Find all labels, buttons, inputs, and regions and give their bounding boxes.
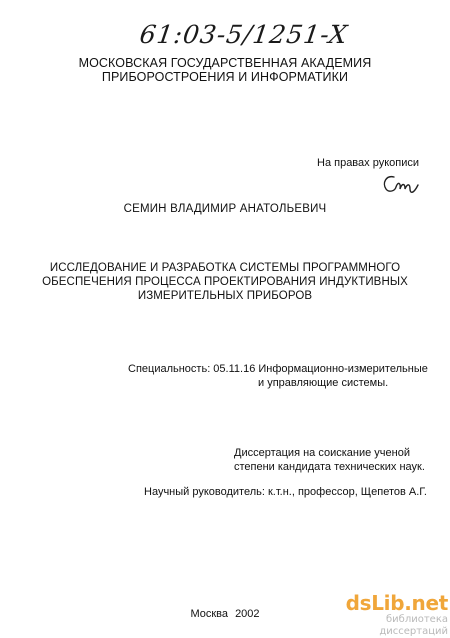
handwritten-catalog-code: 61:03-5/1251-X <box>137 20 350 49</box>
dissertation-line-2: степени кандидата технических наук. <box>234 461 425 473</box>
dissertation-line-1: Диссертация на соискание ученой <box>234 447 410 459</box>
watermark-subtitle: библиотека диссертаций <box>379 614 448 637</box>
dslib-watermark <box>344 591 448 637</box>
thesis-title-line-2: ОБЕСПЕЧЕНИЯ ПРОЦЕССА ПРОЕКТИРОВАНИЯ ИНДУКТИВНЫХ <box>42 276 408 288</box>
city-name: Москва <box>190 608 228 620</box>
scientific-supervisor: Научный руководитель: к.т.н., профессор, Щепетов А.Г. <box>144 486 427 498</box>
specialty-line-1: Специальность: 05.11.16 Информационно-измерительные <box>128 363 428 375</box>
organization-line-1: МОСКОВСКАЯ ГОСУДАРСТВЕННАЯ АКАДЕМИЯ <box>78 56 372 70</box>
thesis-title-line-3: ИЗМЕРИТЕЛЬНЫХ ПРИБОРОВ <box>137 290 313 302</box>
author-name: СЕМИН ВЛАДИМИР АНАТОЛЬЕВИЧ <box>123 203 327 215</box>
thesis-title-line-1: ИССЛЕДОВАНИЕ И РАЗРАБОТКА СИСТЕМЫ ПРОГРАММНОГО <box>49 262 401 274</box>
watermark-logo: dsLib.net <box>345 591 448 615</box>
signature-icon <box>380 171 420 199</box>
specialty-line-2: и управляющие системы. <box>258 377 389 389</box>
manuscript-rights-note: На правах рукописи <box>317 157 419 169</box>
organization-line-2: ПРИБОРОСТРОЕНИЯ И ИНФОРМАТИКИ <box>101 70 349 84</box>
year: 2002 <box>235 608 260 620</box>
